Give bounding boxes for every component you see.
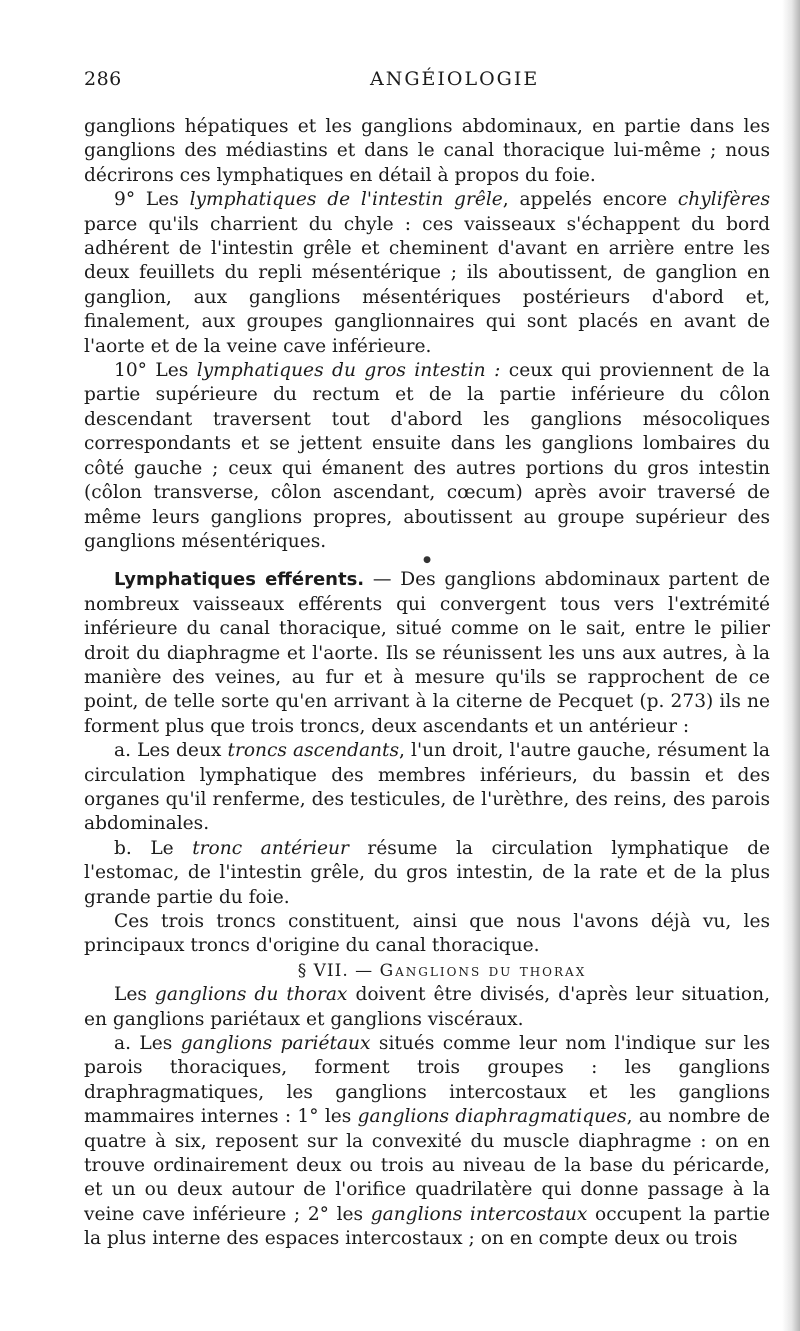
emphasis: tronc antérieur	[192, 837, 349, 859]
page-header	[84, 68, 770, 96]
item-number: 10° Les	[114, 360, 197, 382]
text-run: doivent être divisés, d'après leur situation, en ganglions pariétaux et ganglions viscéraux.	[84, 984, 770, 1030]
text-run: occupent la partie la plus interne des espaces intercostaux ; on en compte deux ou trois	[84, 1203, 770, 1250]
section-heading	[84, 959, 770, 983]
run-in-heading: Lymphatiques efférents.	[114, 569, 365, 591]
paragraph-ganglions-thorax	[84, 983, 770, 1032]
page-edge-shadow	[782, 0, 800, 1331]
text-run: , l'un droit, l'autre gauche, résument la circulation lymphatique des membres inférieurs, du bassin et des organes qu'il renferme, des testicules, de l'urèthre, des reins, des parois abdominales.	[84, 740, 770, 835]
text-run: situés comme leur nom l'indique sur les parois thoraciques, forment trois groupes : les ganglions draphragmatiques, les ganglions intercostaux et les ganglions mammaires internes : 1° les	[84, 1033, 771, 1128]
paragraph-troncs-ascendants	[84, 739, 770, 837]
paragraph-ganglions-parietaux	[84, 1032, 770, 1252]
paragraph-gros-intestin	[84, 359, 770, 554]
emphasis: ganglions diaphragmatiques	[357, 1106, 627, 1128]
text-run: — Des ganglions abdominaux partent de nombreux vaisseaux efférents qui convergent tous vers l'extrémité inférieure du canal thoracique, situé comme on le sait, entre le pilier droit du diaphragme et l'aorte. Ils se réunissent les uns aux autres, à la manière des veines, au fur et à mesure qu'ils se rapprochent de ce point, de telle sorte qu'en arrivant à la citerne de Pecquet (p. 273) ils ne forment plus que trois troncs, deux ascendants et un antérieur :	[84, 569, 770, 737]
emphasis: ganglions du thorax	[154, 984, 348, 1006]
paragraph-tronc-anterieur	[84, 837, 770, 910]
text-run: résume la circulation lymphatique de l'estomac, de l'intestin grêle, du gros intestin, de la rate et de la plus grande partie du foie.	[84, 837, 771, 908]
item-letter: b. Le	[114, 837, 193, 859]
item-letter: a. Les deux	[114, 740, 228, 762]
text-run: Les	[114, 984, 155, 1006]
paragraph-chyliferes	[84, 188, 770, 359]
emphasis: lymphatiques du gros intestin :	[196, 360, 501, 382]
body-text	[84, 115, 770, 1252]
emphasis: ganglions intercostaux	[370, 1203, 588, 1225]
emphasis: chylifères	[677, 189, 770, 211]
item-number: 9° Les	[114, 189, 190, 211]
paragraph-lymphatiques-efferents	[84, 568, 770, 739]
item-letter: a. Les	[114, 1033, 181, 1055]
text-run: parce qu'ils charrient du chyle : ces vaisseaux s'échappent du bord adhérent de l'intestin grêle et cheminent d'avant en arrière entre les deux feuillets du repli mésentérique ; ils aboutissent, de ganglion en ganglion, aux ganglions mésentériques postérieurs d'abord et, finalement, aux groupes ganglionnaires qui sont placés en avant de l'aorte et de la veine cave inférieure.	[84, 213, 770, 357]
running-title: ANGÉIOLOGIE	[370, 68, 540, 90]
paragraph-conclusion: Ces trois troncs constituent, ainsi que nous l'avons déjà vu, les principaux troncs d'origine du canal thoracique.	[84, 911, 770, 957]
emphasis: ganglions pariétaux	[180, 1033, 371, 1055]
emphasis: lymphatiques de l'intestin grêle	[189, 189, 503, 211]
text-run: , appelés encore	[502, 189, 678, 211]
text-run: ceux qui proviennent de la partie supérieure du rectum et de la partie inférieure du côlon descendant traversent tout d'abord les ganglions mésocoliques correspondants et se jettent ensuite dans les ganglions lombaires du côté gauche ; ceux qui émanent des autres portions du gros intestin (côlon transverse, côlon ascendant, cœcum) après avoir traversé de même leurs ganglions propres, aboutissent au groupe supérieur des ganglions mésentériques.	[84, 360, 770, 552]
separator-dot: ●	[423, 555, 431, 566]
emphasis: troncs ascendants	[227, 740, 400, 762]
page-number: 286	[84, 68, 122, 90]
section-title: Ganglions du thorax	[379, 960, 587, 981]
text-run: , au nombre de quatre à six, reposent sur la convexité du muscle diaphragme : on en trouve ordinairement deux ou trois au niveau de la base du péricarde, et un ou deux autour de l'orifice quadrilatère qui donne passage à la veine cave inférieure ; 2° les	[84, 1106, 770, 1225]
paragraph-continuation: ganglions hépatiques et les ganglions abdominaux, en partie dans les ganglions des médiastins et dans le canal thoracique lui-même ; nous décrirons ces lymphatiques en détail à propos du foie.	[84, 116, 770, 186]
section-number: § VII. —	[297, 960, 380, 981]
